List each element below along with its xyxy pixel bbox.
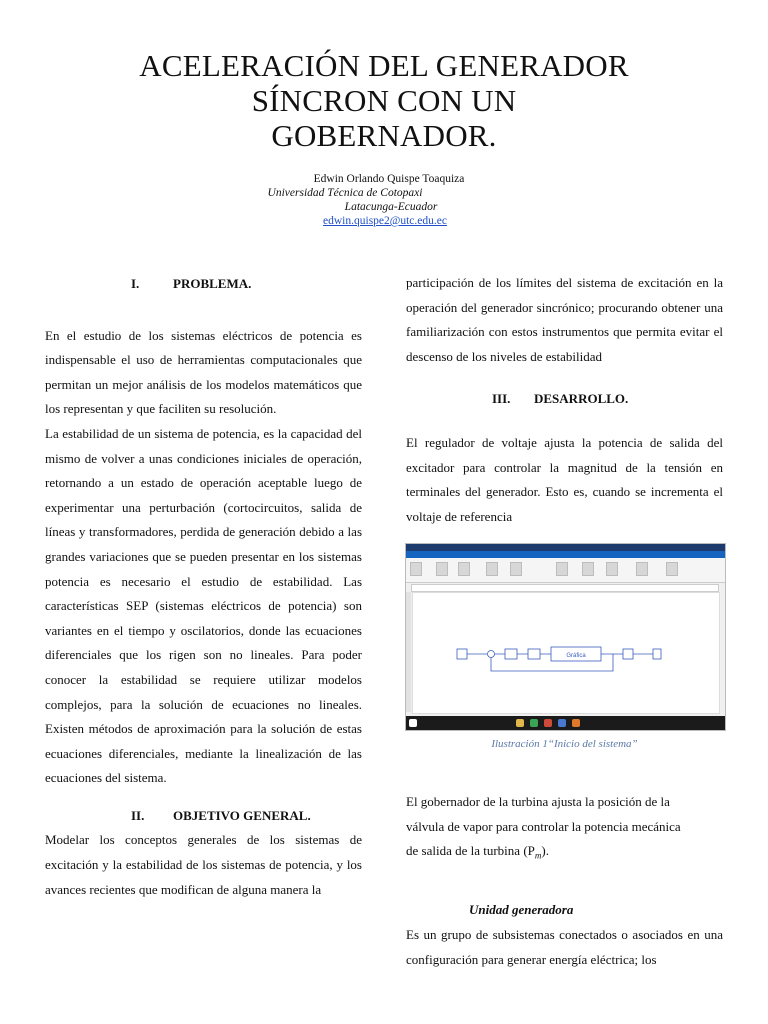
- window-titlebar: [406, 544, 725, 551]
- model-canvas: [412, 592, 720, 714]
- ribbon-tabs: [406, 551, 725, 558]
- sum-block: [488, 651, 495, 658]
- paper-title: [0, 48, 768, 153]
- section-heading-problema: I. PROBLEMA.: [131, 276, 252, 291]
- windows-taskbar: [406, 716, 725, 730]
- title-line-3: GOBERNADOR.: [271, 118, 497, 153]
- section-heading-objetivo: II. OBJETIVO GENERAL.: [131, 807, 311, 823]
- paragraph-gobernador: El gobernador de la turbina ajusta la posición de la válvula de vapor para controlar la potencia mecánica de salida de la turbina $(P_m)$.: [406, 794, 681, 861]
- right-column: [406, 272, 723, 529]
- paragraph-problema-1: En el estudio de los sistemas eléctricos de potencia es indispensable el uso de herramientas computacionales que permitan un mejor análisis de los modelos matemáticos que los representan y que faciliten su resolución.: [45, 327, 362, 417]
- block-palette: [406, 592, 411, 712]
- author-name: Edwin Orlando Quispe Toaquiza: [313, 173, 465, 185]
- title-line-1: ACELERACIÓN DEL GENERADOR: [139, 48, 629, 83]
- ribbon-toolbar: [406, 558, 725, 583]
- section-heading-desarrollo: III. DESARROLLO.: [492, 391, 629, 407]
- figure-caption: Ilustración 1“Inicio del sistema”: [491, 738, 638, 750]
- paragraph-objetivo: Modelar los conceptos generales de los sistemas de excitación y la estabilidad de los sistemas de potencia, y los avances recientes que modifican de alguna manera la: [45, 832, 362, 897]
- author-university: Universidad Técnica de Cotopaxi: [267, 187, 423, 199]
- right-column-lower: [406, 790, 723, 972]
- transfer-block: [528, 649, 540, 659]
- title-line-2: SÍNCRON CON UN: [251, 83, 517, 118]
- author-block: [0, 172, 768, 228]
- simulink-screenshot-figure: [405, 543, 726, 731]
- gain-block: [505, 649, 517, 659]
- input-block: [457, 649, 467, 659]
- model-breadcrumb: [411, 584, 719, 592]
- subheading-unidad-generadora: Unidad generadora: [469, 902, 574, 918]
- block-diagram: [413, 593, 719, 713]
- author-email-link[interactable]: edwin.quispe2@utc.edu.ec: [323, 215, 447, 227]
- paragraph-problema-2: La estabilidad de un sistema de potencia, es la capacidad del mismo de volver a unas condiciones iniciales de operación, retornando a un estado de operación aceptable luego de experimentar una perturbación (cortocircuitos, salida de líneas y transformadores, perdida de generación debido a las grandes variaciones que se pueden presentar en los sistemas potencia es necesario el estudio de estabilidad. Las características SEP (sistemas eléctricos de potencia) son variantes en el tiempo y oscilatorios, donde las ecuaciones diferenciales que los rigen son no lineales. Para poder conocer la estabilidad se requiere utilizar modelos complejos, para la solución de ecuaciones no lineales. Existen métodos de aproximación para la solución de estas ecuaciones diferenciales, mediante la linealización de las ecuaciones del sistema.: [45, 425, 362, 786]
- paragraph-regulador: El regulador de voltaje ajusta la potencia de salida del excitador para controlar la magnitud de la tensión en terminales del generador. Esto es, cuando se incrementa el voltaje de referencia: [406, 434, 723, 524]
- grafica-label: Gráfica: [566, 653, 586, 659]
- output-block: [653, 649, 661, 659]
- left-column: [45, 272, 362, 902]
- paragraph-participacion: participación de los límites del sistema de excitación en la operación del generador sincrónico; procurando obtener una familiarización con estos instrumentos que permita evitar el descenso de los niveles de estabilidad: [406, 275, 723, 364]
- author-city: Latacunga-Ecuador: [344, 201, 438, 213]
- integrator-block: [623, 649, 633, 659]
- paragraph-unidad-generadora: Es un grupo de subsistemas conectados o asociados en una configuración para generar energía eléctrica; los: [406, 926, 723, 967]
